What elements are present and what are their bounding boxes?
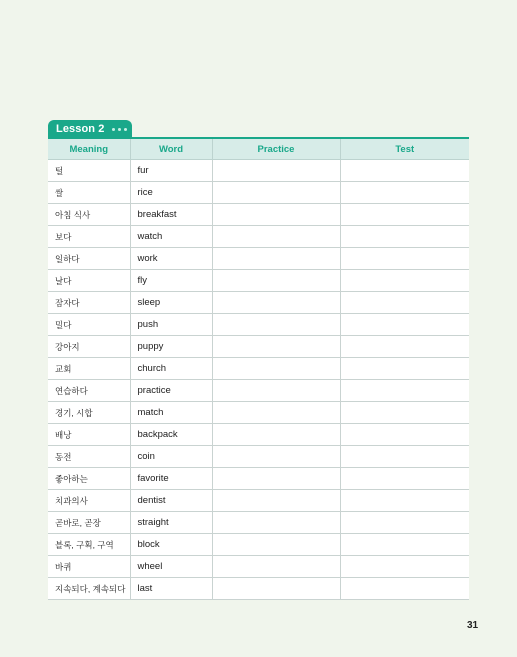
test-cell[interactable]: [340, 468, 469, 490]
table-row: [48, 578, 469, 600]
word-cell: watch: [130, 226, 212, 248]
table-row: [48, 160, 469, 182]
test-cell[interactable]: [340, 248, 469, 270]
table-row: [48, 182, 469, 204]
word-cell: breakfast: [130, 204, 212, 226]
table-row: [48, 358, 469, 380]
header-word: Word: [130, 139, 212, 160]
table-row: [48, 424, 469, 446]
meaning-cell: 지속되다, 계속되다: [48, 578, 130, 600]
word-cell: fur: [130, 160, 212, 182]
meaning-cell: 쌀: [48, 182, 130, 204]
table-row: [48, 226, 469, 248]
test-cell[interactable]: [340, 424, 469, 446]
test-cell[interactable]: [340, 512, 469, 534]
test-cell[interactable]: [340, 556, 469, 578]
meaning-cell: 배낭: [48, 424, 130, 446]
test-cell[interactable]: [340, 314, 469, 336]
test-cell[interactable]: [340, 270, 469, 292]
meaning-cell: 밀다: [48, 314, 130, 336]
meaning-cell: 일하다: [48, 248, 130, 270]
test-cell[interactable]: [340, 534, 469, 556]
header-practice: Practice: [212, 139, 340, 160]
table-header-row: [48, 139, 469, 160]
word-cell: practice: [130, 380, 212, 402]
test-cell[interactable]: [340, 292, 469, 314]
word-cell: wheel: [130, 556, 212, 578]
practice-cell[interactable]: [212, 512, 340, 534]
table-row: [48, 446, 469, 468]
practice-cell[interactable]: [212, 248, 340, 270]
practice-cell[interactable]: [212, 226, 340, 248]
dot-icon: [124, 128, 127, 131]
test-cell[interactable]: [340, 160, 469, 182]
table-row: [48, 336, 469, 358]
practice-cell[interactable]: [212, 204, 340, 226]
word-cell: match: [130, 402, 212, 424]
practice-cell[interactable]: [212, 160, 340, 182]
table-row: [48, 490, 469, 512]
word-cell: puppy: [130, 336, 212, 358]
practice-cell[interactable]: [212, 314, 340, 336]
word-cell: sleep: [130, 292, 212, 314]
word-cell: fly: [130, 270, 212, 292]
meaning-cell: 털: [48, 160, 130, 182]
practice-cell[interactable]: [212, 182, 340, 204]
table-row: [48, 380, 469, 402]
practice-cell[interactable]: [212, 578, 340, 600]
table-body: [48, 160, 469, 600]
practice-cell[interactable]: [212, 402, 340, 424]
table-row: [48, 468, 469, 490]
table-row: [48, 402, 469, 424]
meaning-cell: 동전: [48, 446, 130, 468]
word-cell: work: [130, 248, 212, 270]
test-cell[interactable]: [340, 182, 469, 204]
word-cell: church: [130, 358, 212, 380]
practice-cell[interactable]: [212, 424, 340, 446]
header-test: Test: [340, 139, 469, 160]
practice-cell[interactable]: [212, 534, 340, 556]
practice-cell[interactable]: [212, 336, 340, 358]
meaning-cell: 좋아하는: [48, 468, 130, 490]
test-cell[interactable]: [340, 446, 469, 468]
practice-cell[interactable]: [212, 468, 340, 490]
meaning-cell: 날다: [48, 270, 130, 292]
meaning-cell: 블록, 구획, 구역: [48, 534, 130, 556]
meaning-cell: 보다: [48, 226, 130, 248]
table-row: [48, 204, 469, 226]
test-cell[interactable]: [340, 204, 469, 226]
table-row: [48, 270, 469, 292]
test-cell[interactable]: [340, 226, 469, 248]
table-row: [48, 314, 469, 336]
word-cell: push: [130, 314, 212, 336]
test-cell[interactable]: [340, 490, 469, 512]
word-cell: rice: [130, 182, 212, 204]
meaning-cell: 경기, 시합: [48, 402, 130, 424]
dot-icon: [118, 128, 121, 131]
meaning-cell: 강아지: [48, 336, 130, 358]
page-number: 31: [467, 620, 479, 631]
word-cell: coin: [130, 446, 212, 468]
meaning-cell: 아침 식사: [48, 204, 130, 226]
test-cell[interactable]: [340, 358, 469, 380]
practice-cell[interactable]: [212, 270, 340, 292]
word-cell: favorite: [130, 468, 212, 490]
practice-cell[interactable]: [212, 446, 340, 468]
word-cell: straight: [130, 512, 212, 534]
dot-icon: [112, 128, 115, 131]
vocabulary-table: [48, 139, 469, 600]
lesson-tab: [48, 120, 132, 138]
practice-cell[interactable]: [212, 490, 340, 512]
practice-cell[interactable]: [212, 556, 340, 578]
practice-cell[interactable]: [212, 292, 340, 314]
test-cell[interactable]: [340, 380, 469, 402]
meaning-cell: 치과의사: [48, 490, 130, 512]
word-cell: block: [130, 534, 212, 556]
vocabulary-table-container: [48, 137, 469, 600]
test-cell[interactable]: [340, 336, 469, 358]
test-cell[interactable]: [340, 402, 469, 424]
table-row: [48, 248, 469, 270]
table-row: [48, 512, 469, 534]
word-cell: last: [130, 578, 212, 600]
practice-cell[interactable]: [212, 358, 340, 380]
practice-cell[interactable]: [212, 380, 340, 402]
meaning-cell: 잠자다: [48, 292, 130, 314]
meaning-cell: 연습하다: [48, 380, 130, 402]
word-cell: dentist: [130, 490, 212, 512]
meaning-cell: 곧바로, 곧장: [48, 512, 130, 534]
meaning-cell: 교회: [48, 358, 130, 380]
dots-decoration-icon: [112, 128, 127, 131]
word-cell: backpack: [130, 424, 212, 446]
test-cell[interactable]: [340, 578, 469, 600]
lesson-title: Lesson 2: [56, 123, 105, 135]
header-meaning: Meaning: [48, 139, 130, 160]
table-row: [48, 534, 469, 556]
meaning-cell: 바퀴: [48, 556, 130, 578]
table-row: [48, 556, 469, 578]
table-row: [48, 292, 469, 314]
